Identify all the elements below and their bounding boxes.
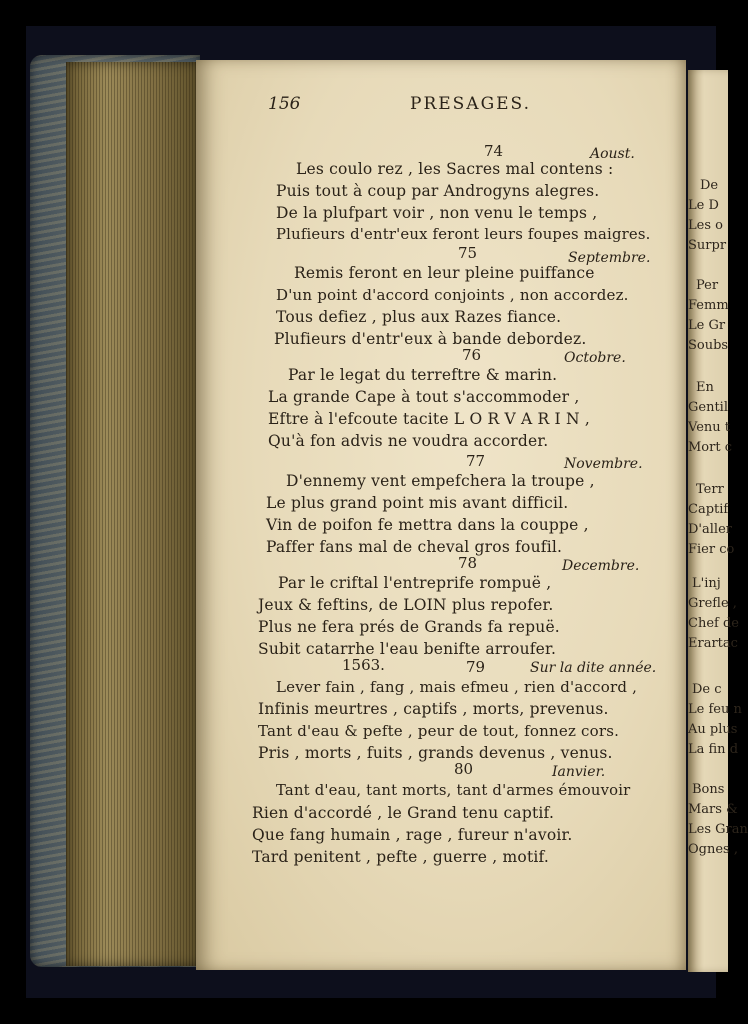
stanza-month: Ianvier.: [552, 764, 606, 780]
verse-line: La grande Cape à tout s'accommoder ,: [268, 388, 580, 406]
fragment-text: Au plus: [688, 722, 738, 737]
verse-line: Les coulo rez , les Sacres mal contens :: [296, 160, 614, 178]
fragment-text: Soubs: [688, 338, 729, 353]
fragment-text: Venu t: [688, 420, 730, 435]
stanza-number: 78: [458, 554, 478, 572]
fragment-text: Les o: [688, 218, 723, 233]
stanza-number: 75: [458, 244, 478, 262]
fragment-text: En: [696, 380, 714, 395]
fragment-text: Terr: [696, 482, 724, 497]
fragment-text: Per: [696, 278, 719, 293]
verse-line: De la plufpart voir , non venu le temps ,: [276, 204, 598, 222]
fragment-text: Femm: [688, 298, 729, 313]
fragment-text: De c: [692, 682, 722, 697]
stanza-month: Sur la dite année.: [530, 660, 657, 676]
verse-line: Qu'à fon advis ne voudra accorder.: [268, 432, 549, 450]
fragment-text: Le feu n: [688, 702, 742, 717]
stanza-month: Septembre.: [568, 250, 651, 266]
fragment-text: Mars &: [688, 802, 738, 817]
fragment-text: Chef de: [688, 616, 739, 631]
verse-line: Rien d'accordé , le Grand tenu captif.: [252, 804, 555, 822]
stanza-number: 77: [466, 452, 486, 470]
verse-line: Tous defiez , plus aux Razes fiance.: [276, 308, 562, 326]
fragment-text: Fier co: [688, 542, 735, 557]
fragment-text: Erartac: [688, 636, 738, 651]
fragment-text: D'aller: [688, 522, 732, 537]
verse-line: Puis tout à coup par Androgyns alegres.: [276, 182, 600, 200]
stanza-number: 80: [454, 760, 474, 778]
verse-line: Pris , morts , fuits , grands devenus , venus.: [258, 744, 613, 762]
running-head: PRESAGES.: [410, 94, 532, 114]
page-number: 156: [268, 94, 301, 114]
fragment-text: Ognes ,: [688, 842, 738, 857]
page-edges: [66, 62, 200, 966]
stanza-number: 79: [466, 658, 486, 676]
fragment-text: L'inj: [692, 576, 721, 591]
verse-line: D'un point d'accord conjoints , non accordez.: [276, 286, 629, 304]
verse-line: Plus ne fera prés de Grands fa repuë.: [258, 618, 560, 636]
verse-line: D'ennemy vent empefchera la troupe ,: [286, 472, 595, 490]
verse-line: Le plus grand point mis avant difficil.: [266, 494, 569, 512]
fragment-text: Le D: [688, 198, 719, 213]
fragment-text: Surpr: [688, 238, 727, 253]
verse-line: Tant d'eau, tant morts, tant d'armes émouvoir: [276, 782, 631, 799]
verse-line: Tant d'eau & pefte , peur de tout, fonnez cors.: [258, 722, 620, 740]
fragment-text: La fin d: [688, 742, 739, 757]
stanza-number: 76: [462, 346, 482, 364]
fragment-text: Bons: [692, 782, 725, 797]
verse-line: Plufieurs d'entr'eux à bande debordez.: [274, 330, 587, 348]
fragment-text: Les Gran: [688, 822, 748, 837]
stanza-month: Decembre.: [562, 558, 640, 574]
stanza-month: Novembre.: [564, 456, 643, 472]
verse-line: Jeux & feftins, de LOIN plus repofer.: [258, 596, 554, 614]
fragment-text: Captif: [688, 502, 729, 517]
fragment-text: Gentil: [688, 400, 728, 415]
stanza-year: 1563.: [342, 656, 385, 674]
verse-line: Remis feront en leur pleine puiffance: [294, 264, 595, 282]
verse-line: Que fang humain , rage , fureur n'avoir.: [252, 826, 573, 844]
verse-line: Subit catarrhe l'eau benifte arroufer.: [258, 640, 557, 658]
verse-line: Infinis meurtres , captifs , morts, prevenus.: [258, 700, 609, 718]
verse-line: Par le legat du terreftre & marin.: [288, 366, 558, 384]
verse-line: Lever fain , fang , mais efmeu , rien d'accord ,: [276, 678, 638, 696]
verse-line: Plufieurs d'entr'eux feront leurs foupes maigres.: [276, 226, 651, 243]
fragment-text: Le Gr: [688, 318, 726, 333]
left-page: [196, 60, 686, 970]
fragment-text: De: [700, 178, 719, 193]
verse-line: Eftre à l'efcoute tacite L O R V A R I N ,: [268, 410, 591, 428]
stanza-number: 74: [484, 142, 504, 160]
verse-line: Paffer fans mal de cheval gros foufil.: [266, 538, 563, 556]
verse-line: Vin de poifon fe mettra dans la couppe ,: [266, 516, 589, 534]
stanza-month: Octobre.: [564, 350, 626, 366]
stanza-month: Aoust.: [590, 146, 635, 162]
verse-line: Par le criftal l'entreprife rompuë ,: [278, 574, 552, 592]
right-page-fragment: [688, 70, 748, 972]
verse-line: Tard penitent , pefte , guerre , motif.: [252, 848, 550, 866]
fragment-text: Grefle ,: [688, 596, 737, 611]
fragment-text: Mort c: [688, 440, 732, 455]
